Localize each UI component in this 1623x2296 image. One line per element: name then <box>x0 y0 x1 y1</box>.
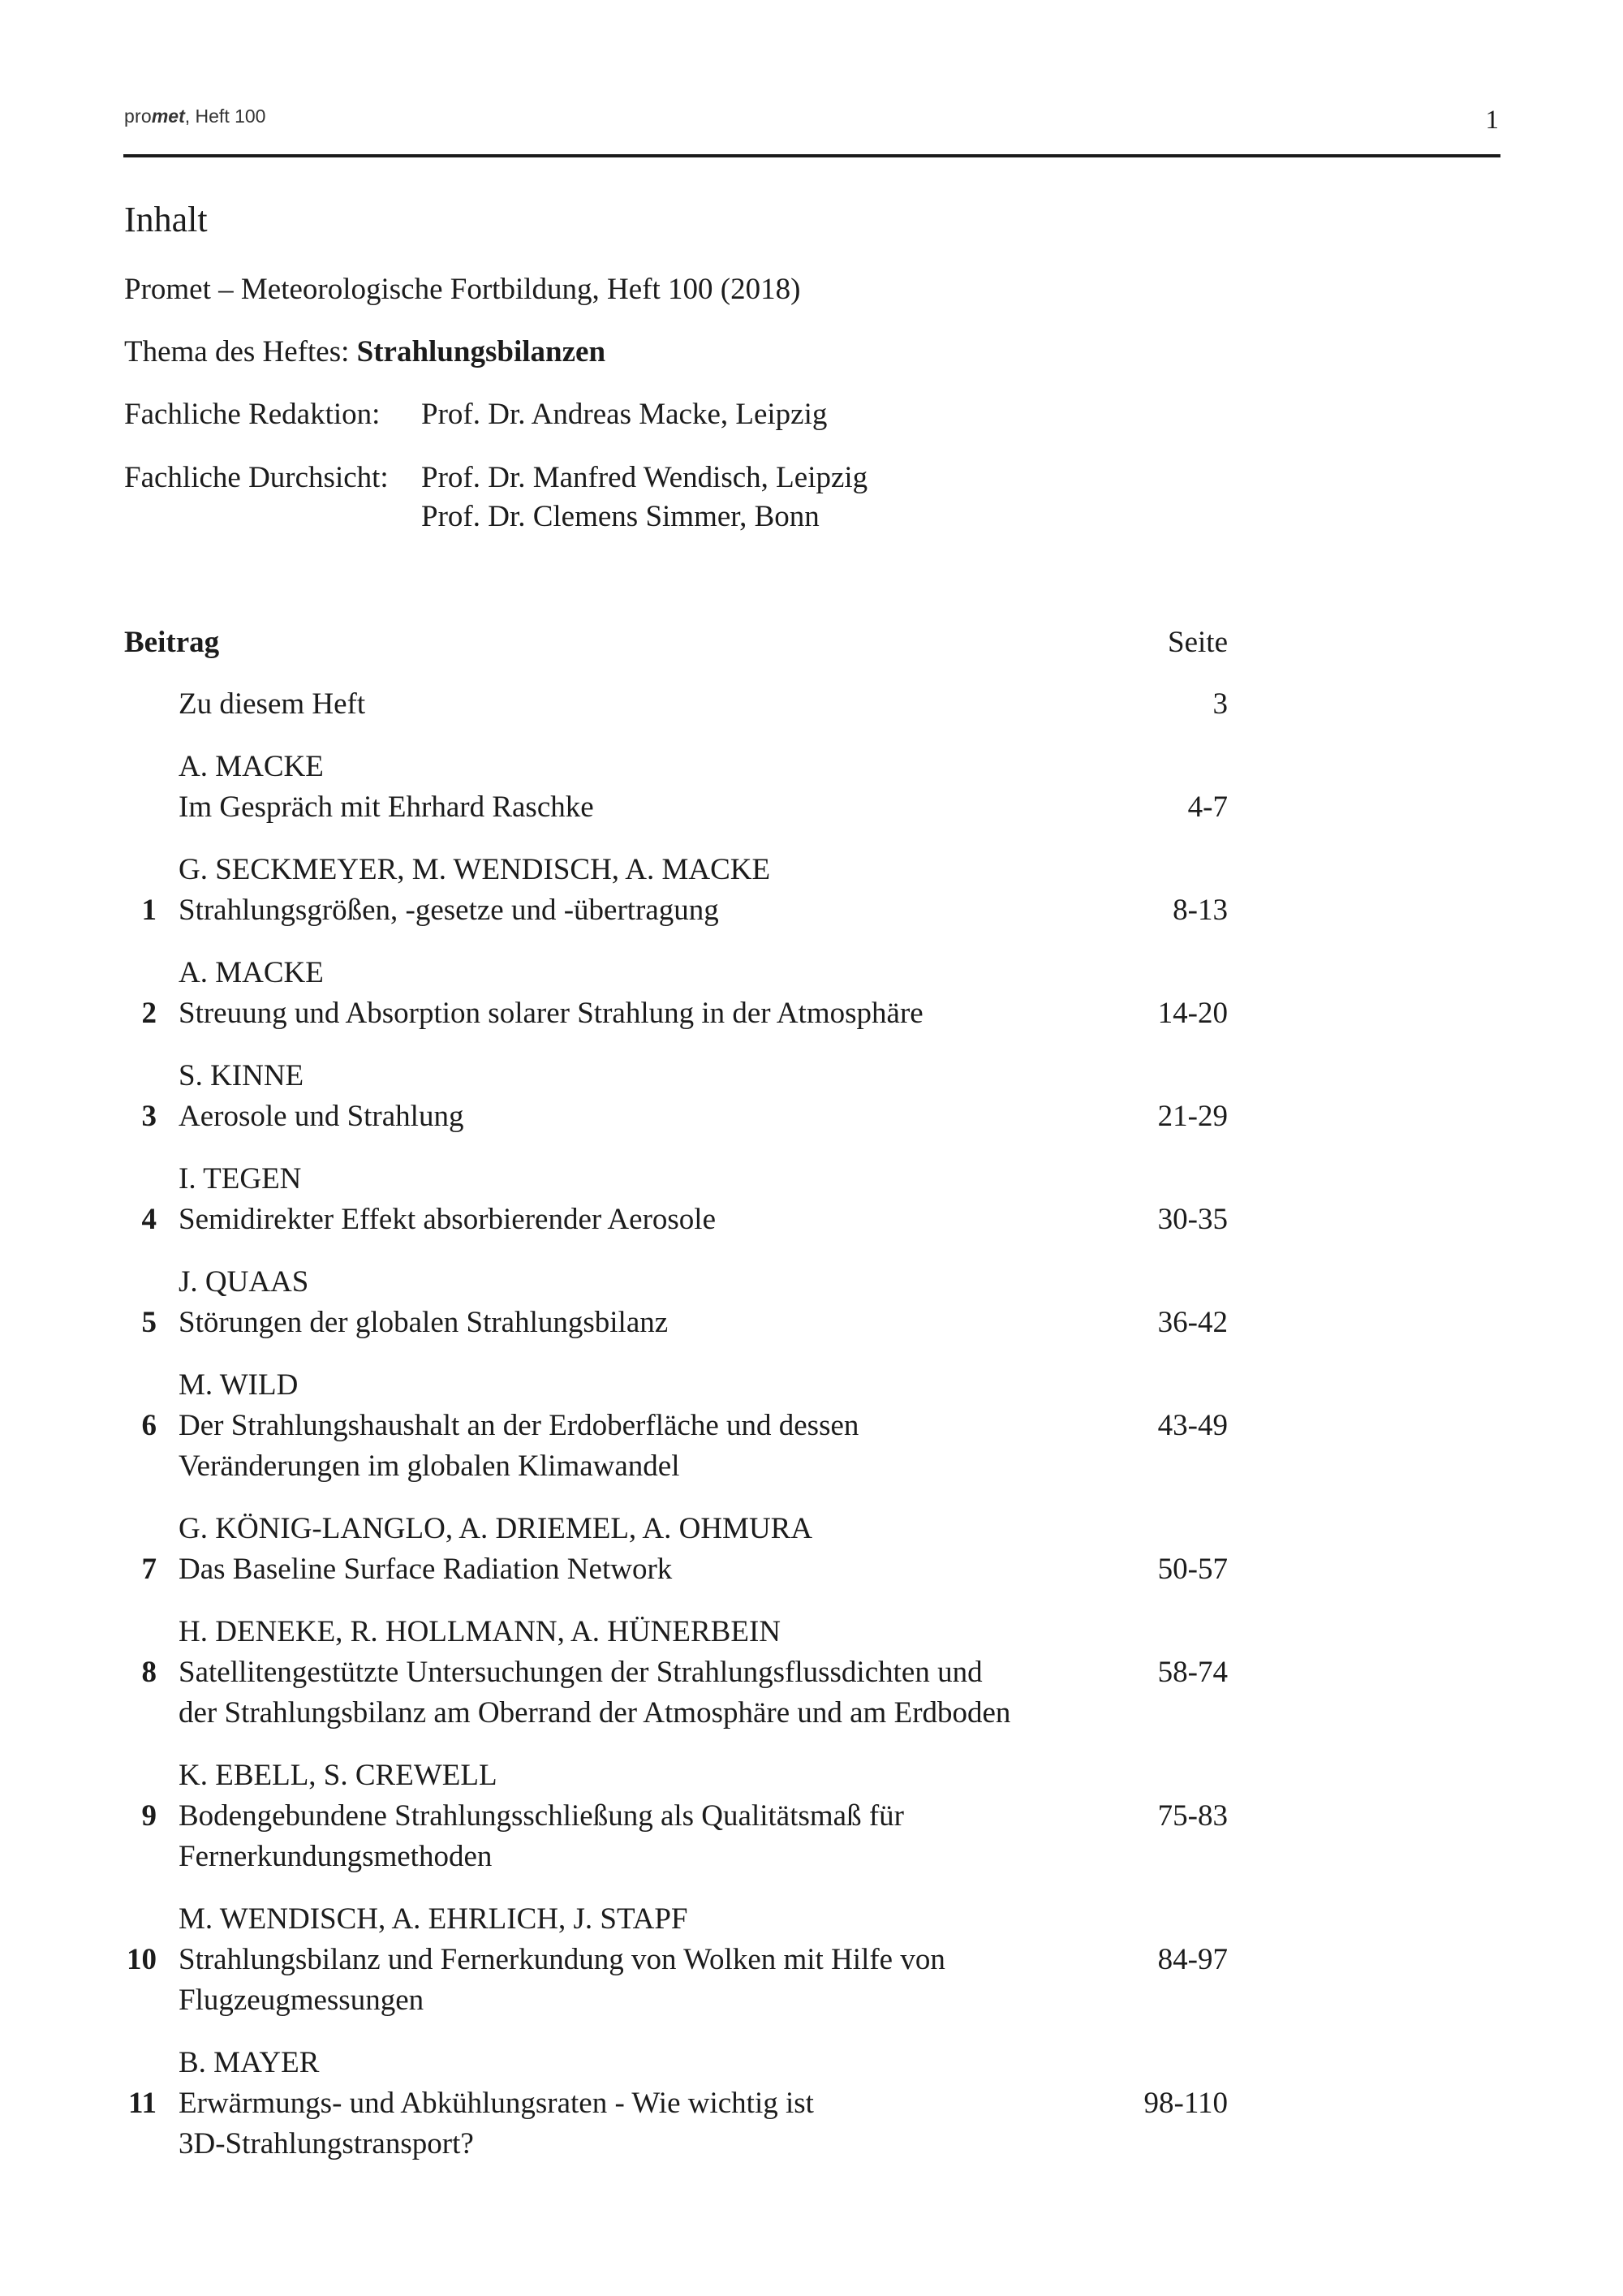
toc-entry-authors: K. EBELL, S. CREWELL <box>179 1759 497 1792</box>
toc-entry-pages: 98-110 <box>1143 2087 1228 2120</box>
toc-entry-body <box>179 1365 1071 1487</box>
toc-entry <box>124 1365 1228 1487</box>
page-title: Inhalt <box>124 200 208 239</box>
toc-entry-title-line: Satellitengestützte Untersuchungen der Strahlungsflussdichten und <box>179 1656 983 1689</box>
toc-entry-pages: 36-42 <box>1157 1306 1228 1339</box>
theme-label: Thema des Heftes: <box>124 335 357 368</box>
toc-entry-pages: 4-7 <box>1187 790 1228 824</box>
theme-line <box>124 334 605 369</box>
toc-entry <box>124 953 1228 1034</box>
toc-entry-number: 9 <box>141 1799 157 1833</box>
editing-value: Prof. Dr. Andreas Macke, Leipzig <box>421 398 828 431</box>
toc-entry-pages: 30-35 <box>1157 1203 1228 1236</box>
toc-entry-number: 4 <box>141 1203 157 1236</box>
toc-entry-pages: 14-20 <box>1157 997 1228 1030</box>
toc-entry-title-line: Erwärmungs- und Abkühlungsraten - Wie wichtig ist <box>179 2087 814 2120</box>
toc-entry-title-line: 3D-Strahlungstransport? <box>179 2127 474 2160</box>
toc-entry-body <box>179 2043 1071 2165</box>
toc-entry-number: 10 <box>127 1943 157 1976</box>
toc-entry-pages: 75-83 <box>1157 1799 1228 1833</box>
toc-entry-authors: M. WILD <box>179 1368 299 1402</box>
review-label: Fachliche Durchsicht: <box>124 461 389 494</box>
toc-entry-title-line: Bodengebundene Strahlungsschließung als Qualitätsmaß für <box>179 1799 904 1833</box>
toc-entry <box>124 1262 1228 1343</box>
toc-entry-title-line: Strahlungsbilanz und Fernerkundung von Wolken mit Hilfe von <box>179 1943 945 1976</box>
toc-column-article: Beitrag <box>124 626 220 659</box>
toc-entry-authors: G. KÖNIG-LANGLO, A. DRIEMEL, A. OHMURA <box>179 1512 813 1545</box>
toc-entry-title-line: Das Baseline Surface Radiation Network <box>179 1553 673 1586</box>
toc-entry <box>124 850 1228 931</box>
toc-entry-number: 8 <box>141 1656 157 1689</box>
toc-entry <box>124 684 1228 725</box>
toc-entry-number: 7 <box>141 1553 157 1586</box>
toc-entry-title-line: Im Gespräch mit Ehrhard Raschke <box>179 790 594 824</box>
page-number: 1 <box>1485 106 1499 135</box>
toc-entry-authors: J. QUAAS <box>179 1265 309 1299</box>
editing-label: Fachliche Redaktion: <box>124 398 381 431</box>
toc-entry <box>124 2043 1228 2165</box>
toc-entry-body <box>179 1159 1071 1240</box>
toc-entry-pages: 8-13 <box>1173 894 1228 927</box>
toc-entry-body <box>179 850 1071 931</box>
journal-brand-suffix: met <box>151 106 185 127</box>
toc-entry-authors: G. SECKMEYER, M. WENDISCH, A. MACKE <box>179 853 771 886</box>
theme-value: Strahlungsbilanzen <box>356 335 606 368</box>
toc-entry-authors: B. MAYER <box>179 2046 320 2079</box>
toc-entry-body <box>179 1899 1071 2021</box>
toc-entry-title-line: der Strahlungsbilanz am Oberrand der Atmosphäre und am Erdboden <box>179 1696 1011 1730</box>
toc-entry-title-line: Strahlungsgrößen, -gesetze und -übertragung <box>179 894 719 927</box>
toc-entry-body <box>179 953 1071 1034</box>
toc-entry-body <box>179 747 1071 828</box>
toc-entry <box>124 1899 1228 2021</box>
toc-entry-body <box>179 1262 1071 1343</box>
review-line <box>124 460 867 495</box>
toc-header <box>124 625 1228 674</box>
toc-entry-authors: A. MACKE <box>179 956 324 989</box>
toc-entry-authors: A. MACKE <box>179 750 324 783</box>
series-line: Promet – Meteorologische Fortbildung, Heft 100 (2018) <box>124 273 801 306</box>
toc-entry-title-line: Veränderungen im globalen Klimawandel <box>179 1450 680 1483</box>
toc-entry-pages: 58-74 <box>1157 1656 1228 1689</box>
toc-entry-pages: 43-49 <box>1157 1409 1228 1442</box>
toc-entry-title-line: Semidirekter Effekt absorbierender Aerosole <box>179 1203 716 1236</box>
journal-brand-prefix: pro <box>124 106 152 127</box>
toc-entry <box>124 1056 1228 1137</box>
editing-line <box>124 397 827 432</box>
review-value-2: Prof. Dr. Clemens Simmer, Bonn <box>421 500 820 533</box>
toc-entry-number: 3 <box>141 1100 157 1133</box>
toc-entry-title-line: Störungen der globalen Strahlungsbilanz <box>179 1306 669 1339</box>
toc-entry-title-line: Flugzeugmessungen <box>179 1984 424 2017</box>
toc-entry-number: 6 <box>141 1409 157 1442</box>
review-value-1: Prof. Dr. Manfred Wendisch, Leipzig <box>421 461 868 494</box>
toc-entry-title-line: Fernerkundungsmethoden <box>179 1840 493 1873</box>
toc-entry-number: 5 <box>141 1306 157 1339</box>
toc-entry <box>124 1612 1228 1734</box>
toc-entry-number: 1 <box>141 894 157 927</box>
toc-entry <box>124 1509 1228 1590</box>
toc-entry-pages: 3 <box>1212 687 1228 721</box>
running-header <box>124 106 265 127</box>
toc-entry-pages: 84-97 <box>1157 1943 1228 1976</box>
header-divider <box>123 154 1500 157</box>
toc-entry <box>124 1755 1228 1877</box>
toc-entry-title-line: Zu diesem Heft <box>179 687 366 721</box>
toc-entry-pages: 21-29 <box>1157 1100 1228 1133</box>
toc-entry-body <box>179 1509 1071 1590</box>
toc-entry-authors: I. TEGEN <box>179 1162 302 1195</box>
toc-entry-body <box>179 1056 1071 1137</box>
toc-entry-title-line: Der Strahlungshaushalt an der Erdoberfläche und dessen <box>179 1409 859 1442</box>
toc-entry-authors: M. WENDISCH, A. EHRLICH, J. STAPF <box>179 1902 688 1936</box>
toc-entry-body <box>179 1755 1071 1877</box>
toc-entry <box>124 1159 1228 1240</box>
toc-entry-pages: 50-57 <box>1157 1553 1228 1586</box>
issue-label: , Heft 100 <box>184 106 266 127</box>
toc-entry-number: 11 <box>128 2087 157 2120</box>
toc-entry-body <box>179 1612 1071 1734</box>
toc-entry-number: 2 <box>141 997 157 1030</box>
toc-entry-authors: H. DENEKE, R. HOLLMANN, A. HÜNERBEIN <box>179 1615 781 1648</box>
toc-entries <box>124 684 1228 2186</box>
toc-entry-body <box>179 684 1071 725</box>
toc-entry-title-line: Streuung und Absorption solarer Strahlung in der Atmosphäre <box>179 997 923 1030</box>
toc-entry <box>124 747 1228 828</box>
toc-entry-authors: S. KINNE <box>179 1059 304 1092</box>
toc-entry-title-line: Aerosole und Strahlung <box>179 1100 464 1133</box>
toc-column-page: Seite <box>1168 626 1228 659</box>
